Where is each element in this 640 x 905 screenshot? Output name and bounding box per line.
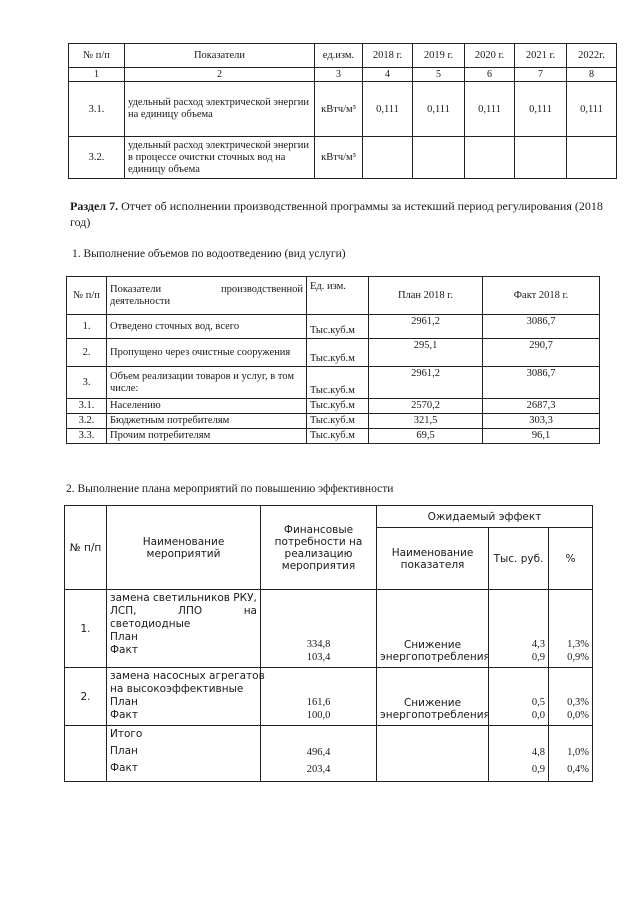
value-2018 xyxy=(363,137,413,179)
unit-cell: Тыс.куб.м xyxy=(307,315,369,339)
effect-pct xyxy=(549,590,593,668)
effect-rub xyxy=(489,590,549,668)
pct-plan: 1,0% xyxy=(567,747,590,758)
fact-value: 96,1 xyxy=(483,429,600,444)
effect-pct xyxy=(549,726,593,782)
rub-plan: 0,5 xyxy=(531,697,545,708)
rub-fact: 0,9 xyxy=(531,652,545,663)
value-2021: 0,111 xyxy=(515,82,567,137)
table-row xyxy=(65,668,593,726)
effect-rub xyxy=(489,668,549,726)
pct-fact: 0,4% xyxy=(567,764,590,775)
fin-plan: 496,4 xyxy=(306,747,331,758)
indicator-name: Объем реализации товаров и услуг, в том числе: xyxy=(107,367,307,399)
table-row xyxy=(67,429,600,444)
financial-needs xyxy=(261,590,377,668)
header-cell: Показатели xyxy=(125,44,315,68)
unit-cell: кВтч/м³ xyxy=(315,137,363,179)
header-cell: Наименование мероприятий xyxy=(107,506,261,590)
table-header-row xyxy=(69,44,617,68)
header-cell: Факт 2018 г. xyxy=(483,277,600,315)
header-word: деятельности xyxy=(110,295,171,307)
header-word: производственной xyxy=(221,283,303,295)
measure-name xyxy=(107,668,265,726)
rub-fact: 0,9 xyxy=(531,764,545,775)
indicator-name: Населению xyxy=(107,399,307,414)
row-number: 3. xyxy=(67,367,107,399)
plan-label: План xyxy=(110,631,138,643)
fact-value: 2687,3 xyxy=(483,399,600,414)
table-row xyxy=(67,339,600,367)
row-number: 3.1. xyxy=(69,82,125,137)
column-number: 8 xyxy=(567,68,617,82)
header-cell xyxy=(107,277,307,315)
header-cell: 2020 г. xyxy=(465,44,515,68)
unit-cell: Тыс.куб.м xyxy=(307,429,369,444)
fact-label: Факт xyxy=(110,644,138,656)
pct-fact: 0,9% xyxy=(567,652,590,663)
fact-value: 303,3 xyxy=(483,414,600,429)
subsection-heading: 1. Выполнение объемов по водоотведению (вид услуги) xyxy=(72,248,346,260)
fact-label: Факт xyxy=(110,762,138,774)
measure-name-line: Итого xyxy=(110,728,143,740)
subsection-heading: 2. Выполнение плана мероприятий по повышению эффективности xyxy=(66,483,394,495)
table-row xyxy=(69,82,617,137)
header-cell: Ед. изм. xyxy=(307,277,369,315)
column-number: 5 xyxy=(413,68,465,82)
value-2018: 0,111 xyxy=(363,82,413,137)
plan-value: 69,5 xyxy=(369,429,483,444)
measure-name-line: на высокоэффективные xyxy=(110,683,244,695)
row-number: 2. xyxy=(67,339,107,367)
column-number: 4 xyxy=(363,68,413,82)
rub-plan: 4,3 xyxy=(531,639,545,650)
table-row xyxy=(69,137,617,179)
header-cell: № п/п xyxy=(65,506,107,590)
row-number: 1. xyxy=(67,315,107,339)
indicator-name: Пропущено через очистные сооружения xyxy=(107,339,307,367)
indicator-name: Отведено сточных вод, всего xyxy=(107,315,307,339)
header-cell: № п/п xyxy=(67,277,107,315)
effect-pct xyxy=(549,668,593,726)
table-header-row xyxy=(67,277,600,315)
column-number: 7 xyxy=(515,68,567,82)
pct-plan: 0,3% xyxy=(567,697,590,708)
fact-value: 3086,7 xyxy=(483,367,600,399)
measure-name-line: ЛСП, ЛПО на xyxy=(110,605,257,617)
value-2021 xyxy=(515,137,567,179)
value-2022 xyxy=(567,137,617,179)
header-cell: 2021 г. xyxy=(515,44,567,68)
header-word: Показатели xyxy=(110,283,162,295)
energy-indicators-table xyxy=(68,43,617,179)
indicator-name: Прочим потребителям xyxy=(107,429,307,444)
header-cell: Ожидаемый эффект xyxy=(377,506,593,528)
header-cell: 2019 г. xyxy=(413,44,465,68)
column-number: 1 xyxy=(69,68,125,82)
header-cell: Тыс. руб. xyxy=(489,528,549,590)
effect-rub xyxy=(489,726,549,782)
fin-fact: 100,0 xyxy=(306,710,331,721)
row-number: 3.2. xyxy=(69,137,125,179)
efficiency-measures-table xyxy=(64,505,593,782)
rub-plan: 4,8 xyxy=(531,747,545,758)
measure-name-line: светодиодные xyxy=(110,618,191,630)
header-cell: 2018 г. xyxy=(363,44,413,68)
value-2020 xyxy=(465,137,515,179)
unit-cell: Тыс.куб.м xyxy=(307,367,369,399)
indicator-name xyxy=(377,726,489,782)
row-number: 3.1. xyxy=(67,399,107,414)
column-number-row xyxy=(69,68,617,82)
fact-value: 290,7 xyxy=(483,339,600,367)
measure-name xyxy=(107,726,261,782)
row-number: 2. xyxy=(65,668,107,726)
value-2019: 0,111 xyxy=(413,82,465,137)
unit-cell: кВтч/м³ xyxy=(315,82,363,137)
table-row xyxy=(67,315,600,339)
section-number: Раздел 7. xyxy=(70,199,119,213)
header-cell: План 2018 г. xyxy=(369,277,483,315)
indicator-name: удельный расход электрической энергии в процессе очистки сточных вод на единицу объема xyxy=(125,137,315,179)
measure-name-line: замена светильников РКУ, xyxy=(110,592,257,604)
row-number: 3.3. xyxy=(67,429,107,444)
table-row xyxy=(67,414,600,429)
header-cell: ед.изм. xyxy=(315,44,363,68)
section-title xyxy=(70,198,610,230)
indicator-name: Снижение энергопотребления xyxy=(377,590,489,668)
fin-plan: 161,6 xyxy=(306,697,331,708)
value-2019 xyxy=(413,137,465,179)
unit-cell: Тыс.куб.м xyxy=(307,414,369,429)
value-2022: 0,111 xyxy=(567,82,617,137)
column-number: 6 xyxy=(465,68,515,82)
plan-label: План xyxy=(110,696,138,708)
header-cell: Финансовые потребности на реализацию мероприятия xyxy=(261,506,377,590)
row-number: 3.2. xyxy=(67,414,107,429)
measure-name-line: замена насосных агрегатов xyxy=(110,670,265,682)
header-cell: % xyxy=(549,528,593,590)
fact-value: 3086,7 xyxy=(483,315,600,339)
plan-value: 2961,2 xyxy=(369,367,483,399)
indicator-name: Бюджетным потребителям xyxy=(107,414,307,429)
value-2020: 0,111 xyxy=(465,82,515,137)
row-number xyxy=(65,726,107,782)
table-row xyxy=(65,590,593,668)
plan-value: 2570,2 xyxy=(369,399,483,414)
column-number: 3 xyxy=(315,68,363,82)
unit-cell: Тыс.куб.м xyxy=(307,339,369,367)
fact-label: Факт xyxy=(110,709,138,721)
table-header-row xyxy=(65,506,593,528)
plan-value: 321,5 xyxy=(369,414,483,429)
plan-value: 295,1 xyxy=(369,339,483,367)
measure-name xyxy=(107,590,261,668)
wastewater-volume-table xyxy=(66,276,600,444)
section-text: Отчет об исполнении производственной программы за истекший период регулирования (2018 год) xyxy=(70,199,603,229)
rub-fact: 0,0 xyxy=(531,710,545,721)
pct-fact: 0,0% xyxy=(567,710,590,721)
row-number: 1. xyxy=(65,590,107,668)
table-row xyxy=(67,367,600,399)
fin-fact: 103,4 xyxy=(306,652,331,663)
indicator-name: удельный расход электрической энергии на единицу объема xyxy=(125,82,315,137)
header-cell: № п/п xyxy=(69,44,125,68)
indicator-name: Снижение энергопотребления xyxy=(377,668,489,726)
fin-fact: 203,4 xyxy=(306,764,331,775)
header-cell: Наименование показателя xyxy=(377,528,489,590)
fin-plan: 334,8 xyxy=(306,639,331,650)
pct-plan: 1,3% xyxy=(567,639,590,650)
table-row xyxy=(65,726,593,782)
financial-needs xyxy=(261,668,377,726)
header-cell: 2022г. xyxy=(567,44,617,68)
table-row xyxy=(67,399,600,414)
plan-value: 2961,2 xyxy=(369,315,483,339)
plan-label: План xyxy=(110,745,138,757)
unit-cell: Тыс.куб.м xyxy=(307,399,369,414)
column-number: 2 xyxy=(125,68,315,82)
financial-needs xyxy=(261,726,377,782)
